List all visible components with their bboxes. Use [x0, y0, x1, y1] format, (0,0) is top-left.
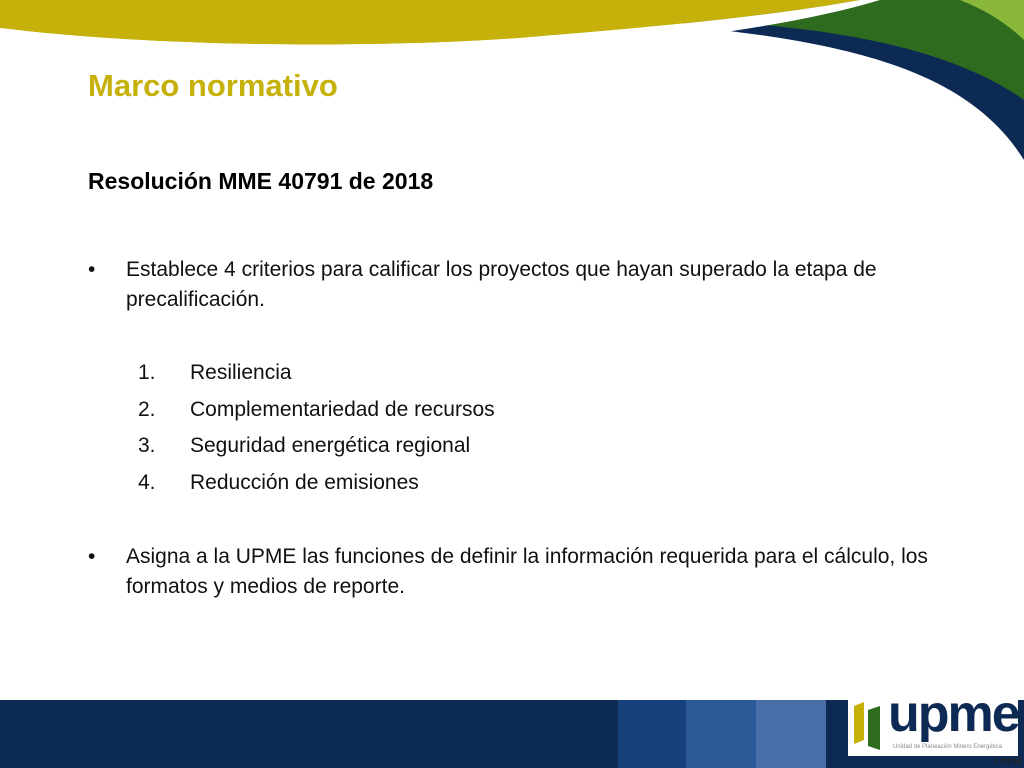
upme-logo-icon	[850, 700, 886, 752]
footer-square	[686, 700, 756, 768]
criteria-number: 1.	[138, 361, 156, 384]
upme-logo-wordmark: upme	[888, 685, 1019, 743]
criteria-label: Seguridad energética regional	[190, 434, 471, 457]
criteria-item	[138, 468, 495, 505]
criteria-label: Complementariedad de recursos	[190, 397, 495, 421]
footer-square	[618, 700, 686, 768]
upme-logo-tagline: Unidad de Planeación Minero Energética	[893, 744, 1003, 750]
bullet-dot: •	[88, 545, 96, 568]
bullet-dot: •	[88, 258, 96, 281]
slide-subtitle: Resolución MME 40791 de 2018	[88, 168, 434, 194]
criteria-number: 2.	[138, 397, 156, 421]
criteria-label: Resiliencia	[190, 361, 292, 384]
criteria-number: 4.	[138, 470, 156, 494]
slide-title: Marco normativo	[88, 68, 338, 103]
bullet-text: Asigna a la UPME las funciones de definir la información requerida para el cálculo, los formatos y medios de reporte.	[126, 545, 928, 598]
criteria-number: 3.	[138, 434, 156, 457]
criteria-item	[138, 431, 495, 468]
criteria-item	[138, 395, 495, 432]
criteria-label: Reducción de emisiones	[190, 470, 419, 494]
footer-square	[756, 700, 826, 768]
bullet-text: Establece 4 criterios para calificar los proyectos que hayan superado la etapa de precalificación.	[126, 258, 877, 311]
criteria-item	[138, 358, 495, 395]
criteria-list	[138, 358, 495, 504]
document-code: F-DI-04	[994, 757, 1022, 766]
